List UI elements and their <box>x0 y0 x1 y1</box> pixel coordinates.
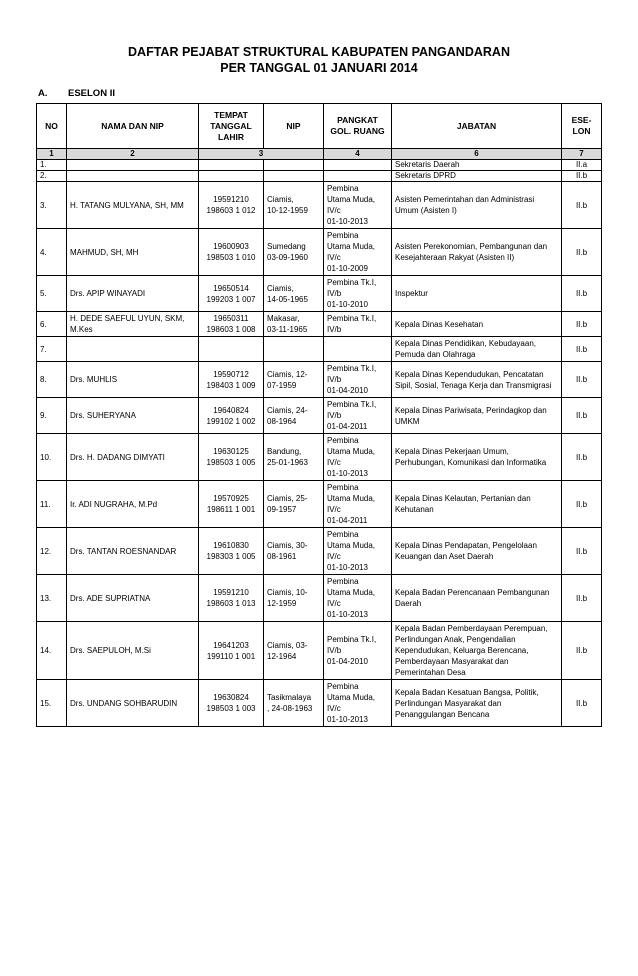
cell-no: 9. <box>37 398 67 434</box>
section-heading <box>38 88 115 99</box>
table-row <box>37 276 602 312</box>
cell-no: 15. <box>37 680 67 727</box>
table-row <box>37 229 602 276</box>
cell-nama <box>67 337 199 362</box>
cell-jabatan: Kepala Dinas Pendidikan, Kebudayaan, Pemuda dan Olahraga <box>392 337 562 362</box>
cell-no: 4. <box>37 229 67 276</box>
cell-no: 12. <box>37 528 67 575</box>
cell-tgl: 19641203 199110 1 001 <box>199 622 264 680</box>
cell-jabatan: Asisten Pemerintahan dan Administrasi Umum (Asisten I) <box>392 182 562 229</box>
index-cell: 3 <box>199 149 324 160</box>
cell-eselon: II.b <box>562 398 602 434</box>
cell-nip: Ciamis, 10-12-1959 <box>264 182 324 229</box>
cell-tgl <box>199 337 264 362</box>
header-ttl: TEMPAT TANGGAL LAHIR <box>199 104 264 149</box>
cell-jabatan: Kepala Dinas Kesehatan <box>392 312 562 337</box>
cell-pangkat: Pembina Utama Muda, IV/c 01-10-2013 <box>324 434 392 481</box>
cell-no: 2. <box>37 171 67 182</box>
table-row <box>37 337 602 362</box>
cell-no: 1. <box>37 160 67 171</box>
cell-jabatan: Asisten Perekonomian, Pembangunan dan Kesejahteraan Rakyat (Asisten II) <box>392 229 562 276</box>
header-jabatan: JABATAN <box>392 104 562 149</box>
cell-jabatan: Sekretaris DPRD <box>392 171 562 182</box>
header-no: NO <box>37 104 67 149</box>
table-row <box>37 575 602 622</box>
cell-nip <box>264 171 324 182</box>
cell-eselon: II.b <box>562 229 602 276</box>
cell-nama: Drs. TANTAN ROESNANDAR <box>67 528 199 575</box>
cell-eselon: II.b <box>562 481 602 528</box>
cell-no: 13. <box>37 575 67 622</box>
cell-nip: Makasar, 03-11-1965 <box>264 312 324 337</box>
cell-tgl: 19600903 198503 1 010 <box>199 229 264 276</box>
cell-tgl: 19591210 198603 1 012 <box>199 182 264 229</box>
table-row <box>37 312 602 337</box>
cell-jabatan: Kepala Dinas Pekerjaan Umum, Perhubungan, Komunikasi dan Informatika <box>392 434 562 481</box>
section-label: ESELON II <box>68 88 115 99</box>
cell-nama <box>67 160 199 171</box>
cell-eselon: II.b <box>562 528 602 575</box>
cell-eselon: II.b <box>562 622 602 680</box>
document-title: DAFTAR PEJABAT STRUKTURAL KABUPATEN PANGANDARAN <box>128 45 510 59</box>
cell-tgl: 19591210 198603 1 013 <box>199 575 264 622</box>
table-body <box>37 160 602 727</box>
cell-nip <box>264 337 324 362</box>
cell-pangkat: Pembina Utama Muda, IV/c 01-10-2013 <box>324 528 392 575</box>
cell-eselon: II.b <box>562 337 602 362</box>
cell-pangkat <box>324 171 392 182</box>
cell-eselon: II.a <box>562 160 602 171</box>
table-row <box>37 160 602 171</box>
table-row <box>37 434 602 481</box>
cell-eselon: II.b <box>562 171 602 182</box>
cell-jabatan: Kepala Dinas Kependudukan, Pencatatan Sipil, Sosial, Tenaga Kerja dan Transmigrasi <box>392 362 562 398</box>
header-nama: NAMA DAN NIP <box>67 104 199 149</box>
cell-jabatan: Inspektur <box>392 276 562 312</box>
cell-jabatan: Kepala Badan Kesatuan Bangsa, Politik, Perlindungan Masyarakat dan Penanggulangan Bencana <box>392 680 562 727</box>
cell-eselon: II.b <box>562 362 602 398</box>
cell-no: 11. <box>37 481 67 528</box>
cell-pangkat: Pembina Utama Muda, IV/c 01-10-2013 <box>324 575 392 622</box>
cell-jabatan: Kepala Badan Perencanaan Pembangunan Daerah <box>392 575 562 622</box>
cell-eselon: II.b <box>562 182 602 229</box>
table-row <box>37 182 602 229</box>
cell-nip: Ciamis, 03- 12-1964 <box>264 622 324 680</box>
cell-nip: Ciamis, 30- 08-1961 <box>264 528 324 575</box>
cell-pangkat: Pembina Tk.I, IV/b 01-10-2010 <box>324 276 392 312</box>
cell-nip: Ciamis, 12- 07-1959 <box>264 362 324 398</box>
officials-table <box>36 103 602 727</box>
table-row <box>37 398 602 434</box>
cell-nama: Drs. SAEPULOH, M.Si <box>67 622 199 680</box>
index-cell: 4 <box>324 149 392 160</box>
index-cell: 2 <box>67 149 199 160</box>
table-row <box>37 680 602 727</box>
index-cell: 1 <box>37 149 67 160</box>
cell-nama: Ir. ADI NUGRAHA, M.Pd <box>67 481 199 528</box>
header-nip: NIP <box>264 104 324 149</box>
cell-jabatan: Kepala Dinas Pariwisata, Perindagkop dan UMKM <box>392 398 562 434</box>
cell-no: 10. <box>37 434 67 481</box>
cell-pangkat: Pembina Utama Muda, IV/c 01-10-2009 <box>324 229 392 276</box>
cell-pangkat <box>324 337 392 362</box>
cell-nama: MAHMUD, SH, MH <box>67 229 199 276</box>
cell-no: 3. <box>37 182 67 229</box>
cell-nip: Bandung, 25-01-1963 <box>264 434 324 481</box>
header-pangkat: PANGKAT GOL. RUANG <box>324 104 392 149</box>
cell-no: 7. <box>37 337 67 362</box>
cell-pangkat: Pembina Tk.I, IV/b 01-04-2011 <box>324 398 392 434</box>
cell-nip: Sumedang 03-09-1960 <box>264 229 324 276</box>
cell-nama: H. TATANG MULYANA, SH, MM <box>67 182 199 229</box>
cell-tgl: 19590712 198403 1 009 <box>199 362 264 398</box>
cell-eselon: II.b <box>562 312 602 337</box>
cell-nama: H. DEDE SAEFUL UYUN, SKM, M.Kes <box>67 312 199 337</box>
index-cell: 6 <box>392 149 562 160</box>
cell-pangkat: Pembina Tk.I, IV/b 01-04-2010 <box>324 622 392 680</box>
cell-tgl: 19650514 199203 1 007 <box>199 276 264 312</box>
cell-nip: Ciamis, 14-05-1965 <box>264 276 324 312</box>
table-row <box>37 481 602 528</box>
cell-eselon: II.b <box>562 680 602 727</box>
cell-eselon: II.b <box>562 575 602 622</box>
cell-jabatan: Kepala Dinas Pendapatan, Pengelolaan Keuangan dan Aset Daerah <box>392 528 562 575</box>
cell-pangkat: Pembina Utama Muda, IV/c 01-10-2013 <box>324 680 392 727</box>
table-row <box>37 362 602 398</box>
cell-pangkat <box>324 160 392 171</box>
cell-tgl: 19640824 199102 1 002 <box>199 398 264 434</box>
cell-tgl <box>199 160 264 171</box>
cell-jabatan: Sekretaris Daerah <box>392 160 562 171</box>
cell-nama: Drs. ADE SUPRIATNA <box>67 575 199 622</box>
cell-nama: Drs. UNDANG SOHBARUDIN <box>67 680 199 727</box>
cell-nip <box>264 160 324 171</box>
cell-tgl <box>199 171 264 182</box>
cell-nama: Drs. MUHLIS <box>67 362 199 398</box>
cell-pangkat: Pembina Tk.I, IV/b <box>324 312 392 337</box>
cell-eselon: II.b <box>562 276 602 312</box>
cell-nama: Drs. APIP WINAYADI <box>67 276 199 312</box>
section-letter: A. <box>38 88 48 99</box>
index-row <box>37 149 602 160</box>
cell-no: 8. <box>37 362 67 398</box>
cell-nip: Ciamis, 24- 08-1964 <box>264 398 324 434</box>
cell-tgl: 19650311 198603 1 008 <box>199 312 264 337</box>
cell-tgl: 19570925 198611 1 001 <box>199 481 264 528</box>
cell-pangkat: Pembina Utama Muda, IV/c 01-04-2011 <box>324 481 392 528</box>
cell-jabatan: Kepala Badan Pemberdayaan Perempuan, Perlindungan Anak, Pengendalian Kependudukan, Keluarga Berencana, Pemberdayaan Masyarakat dan Pemerintahan Desa <box>392 622 562 680</box>
cell-tgl: 19610830 198303 1 005 <box>199 528 264 575</box>
cell-nip: Ciamis, 10- 12-1959 <box>264 575 324 622</box>
cell-no: 6. <box>37 312 67 337</box>
cell-no: 5. <box>37 276 67 312</box>
cell-pangkat: Pembina Tk.I, IV/b 01-04-2010 <box>324 362 392 398</box>
cell-nama: Drs. H. DADANG DIMYATI <box>67 434 199 481</box>
table-row <box>37 622 602 680</box>
cell-nip: Ciamis, 25- 09-1957 <box>264 481 324 528</box>
cell-tgl: 19630824 198503 1 003 <box>199 680 264 727</box>
cell-eselon: II.b <box>562 434 602 481</box>
cell-tgl: 19630125 198503 1 005 <box>199 434 264 481</box>
cell-nama: Drs. SUHERYANA <box>67 398 199 434</box>
header-row <box>37 104 602 149</box>
cell-pangkat: Pembina Utama Muda, IV/c 01-10-2013 <box>324 182 392 229</box>
cell-nama <box>67 171 199 182</box>
table-row <box>37 528 602 575</box>
document-subtitle: PER TANGGAL 01 JANUARI 2014 <box>220 61 418 75</box>
index-cell: 7 <box>562 149 602 160</box>
cell-jabatan: Kepala Dinas Kelautan, Pertanian dan Kehutanan <box>392 481 562 528</box>
table-row <box>37 171 602 182</box>
cell-no: 14. <box>37 622 67 680</box>
cell-nip: Tasikmalaya , 24-08-1963 <box>264 680 324 727</box>
header-eselon: ESE- LON <box>562 104 602 149</box>
